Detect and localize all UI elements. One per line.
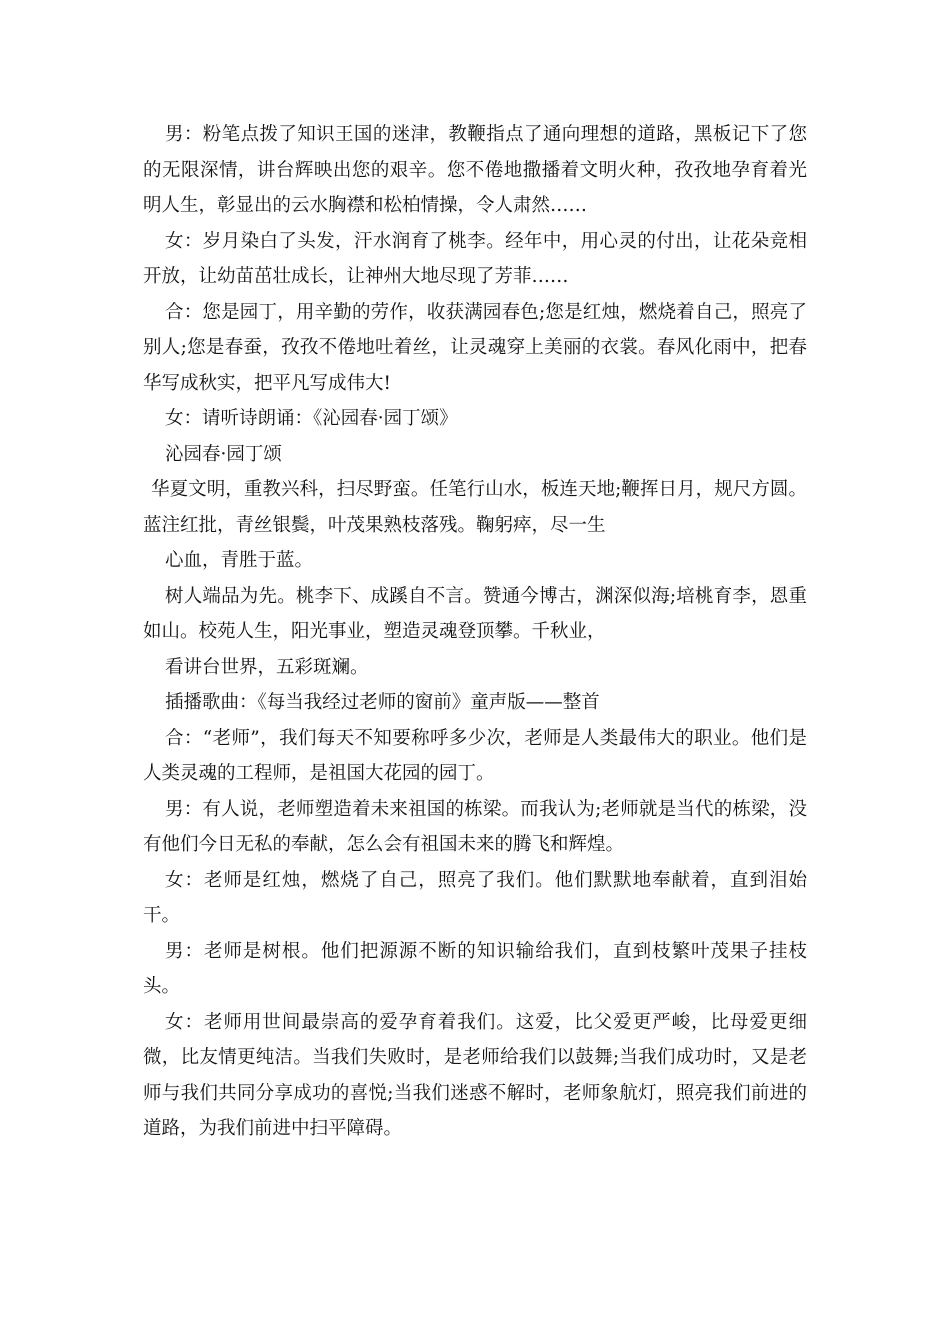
- song-interlude: 插播歌曲：《每当我经过老师的窗前》童声版——整首: [165, 692, 600, 713]
- paragraph-female-1: 女：岁月染白了头发，汗水润育了桃李。经年中，用心灵的付出，让花朵竞相开放，让幼苗茁壮成长，让神州大地尽现了芳菲……: [143, 230, 807, 287]
- document-page: [143, 117, 807, 1147]
- paragraph-male-1: 男：粉笔点拨了知识王国的迷津，教鞭指点了通向理想的道路，黑板记下了您的无限深情，讲台辉映出您的艰辛。您不倦地撒播着文明火种，孜孜地孕育着光明人生，彰显出的云水胸襟和松柏情操，令人肃然……: [143, 124, 807, 216]
- paragraph-male-3: 男：老师是树根。他们把源源不断的知识输给我们，直到枝繁叶茂果子挂枝头。: [143, 940, 807, 997]
- paragraph-together-1: 合：您是园丁，用辛勤的劳作，收获满园春色;您是红烛，燃烧着自己，照亮了别人;您是春蚕，孜孜不倦地吐着丝，让灵魂穿上美丽的衣裳。春风化雨中，把春华写成秋实，把平凡写成伟大!: [143, 301, 807, 394]
- paragraph-male-2: 男：有人说，老师塑造着未来祖国的栋梁。而我认为;老师就是当代的栋梁，没有他们今日无私的奉献，怎么会有祖国未来的腾飞和辉煌。: [143, 798, 807, 855]
- paragraph-female-2: 女：请听诗朗诵：《沁园春·园丁颂》: [165, 408, 458, 429]
- poem-stanza-2-end: 看讲台世界，五彩斑斓。: [165, 656, 369, 678]
- paragraph-together-2: 合：“老师”，我们每天不知要称呼多少次，老师是人类最伟大的职业。他们是人类灵魂的工程师，是祖国大花园的园丁。: [143, 727, 807, 784]
- poem-stanza-2: 树人端品为先。桃李下、成蹊自不言。赞通今博古，渊深似海;培桃育李，恩重如山。校苑人生，阳光事业，塑造灵魂登顶攀。千秋业，: [143, 585, 807, 642]
- paragraph-female-3: 女：老师是红烛，燃烧了自己，照亮了我们。他们默默地奉献着，直到泪始干。: [143, 869, 807, 926]
- paragraph-female-4: 女：老师用世间最崇高的爱孕育着我们。这爱，比父爱更严峻，比母爱更细微，比友情更纯洁。当我们失败时，是老师给我们以鼓舞;当我们成功时，又是老师与我们共同分享成功的喜悦;当我们迷惑不解时，老师象航灯，照亮我们前进的道路，为我们前进中扫平障碍。: [143, 1011, 807, 1139]
- poem-stanza-1: 华夏文明，重教兴科，扫尽野蛮。任笔行山水，板连天地;鞭挥日月，规尺方圆。蓝注红批，青丝银鬓，叶茂果熟枝落残。鞠躬瘁，尽一生: [143, 479, 807, 536]
- poem-stanza-1-end: 心血，青胜于蓝。: [165, 550, 314, 571]
- poem-title: 沁园春·园丁颂: [165, 443, 282, 465]
